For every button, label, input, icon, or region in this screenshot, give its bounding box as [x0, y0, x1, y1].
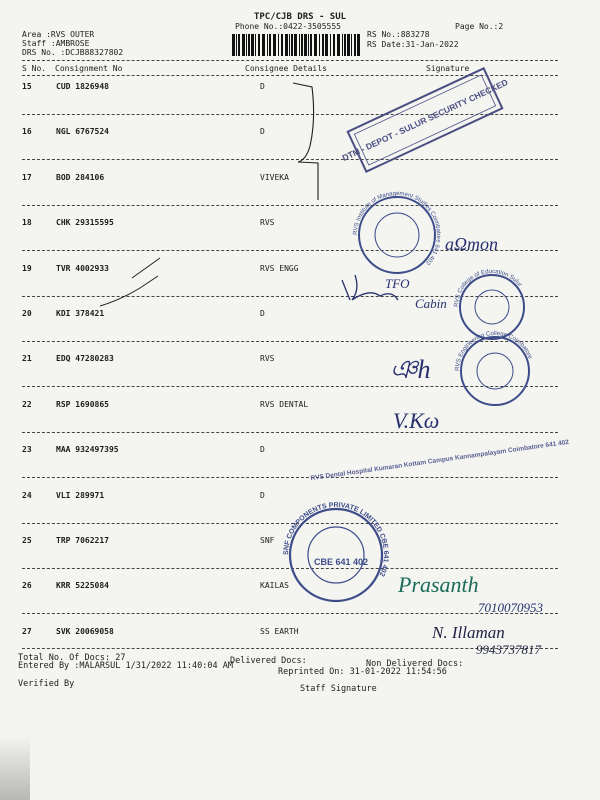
entered-by: Entered By :MALARSUL 1/31/2022 11:40:04 AM	[18, 661, 233, 671]
row-sno: 20	[22, 309, 32, 318]
barcode-bar	[273, 34, 276, 56]
divider	[22, 60, 558, 61]
table-row	[0, 581, 600, 593]
row-consignment-no: MAA 932497395	[56, 445, 119, 454]
row-consignee: RVS	[260, 354, 275, 363]
barcode-bar	[289, 34, 290, 56]
barcode-bar	[267, 34, 268, 56]
row-consignee: RVS DENTAL	[260, 400, 309, 409]
table-row	[0, 354, 600, 366]
barcode-bar	[281, 34, 283, 56]
barcode-bar	[248, 34, 250, 56]
staff-signature: Staff Signature	[300, 684, 377, 694]
barcode-bar	[325, 34, 328, 56]
row-sno: 27	[22, 627, 32, 636]
scan-shadow	[0, 735, 30, 800]
divider	[22, 432, 558, 433]
divider	[22, 568, 558, 569]
barcode-bar	[301, 34, 303, 56]
rvs-college-stamp	[454, 269, 524, 339]
barcode-bar	[294, 34, 297, 56]
col-consignment: Consignment No	[55, 64, 123, 73]
divider	[22, 159, 558, 160]
row-consignment-no: BOD 284106	[56, 173, 105, 182]
barcode-bar	[258, 34, 260, 56]
divider	[22, 75, 558, 76]
barcode-bar	[330, 34, 331, 56]
barcode-bar	[319, 34, 320, 56]
row-consignee: VIVEKA	[260, 173, 289, 182]
snf-stamp-center: CBE 641 402	[314, 557, 369, 567]
row-consignee: KAILAS	[260, 581, 289, 590]
divider	[22, 386, 558, 387]
barcode-bar	[262, 34, 265, 56]
handwritten-name: N. Illaman	[432, 623, 505, 642]
dtm-stamp	[333, 62, 516, 179]
barcode-bar	[285, 34, 288, 56]
row-sno: 17	[22, 173, 32, 182]
row-sno: 23	[22, 445, 32, 454]
divider	[22, 477, 558, 478]
rvs-management-stamp-text: RVS Institute of Management Studies Coimbatore 641 402	[352, 190, 442, 266]
col-consignee: Consignee Details	[245, 64, 327, 73]
rvs-dental-stamp-text: RVS Dental Hospital Kumaran Kottam Campus Kannampalayam Coimbatore 641 402	[310, 438, 570, 483]
row-consignment-no: CHK 29315595	[56, 218, 114, 227]
table-row	[0, 173, 600, 185]
divider	[22, 341, 558, 342]
divider	[22, 205, 558, 206]
total-docs: Total No. Of Docs: 27	[18, 653, 126, 663]
barcode-bar	[242, 34, 245, 56]
barcode-bar	[291, 34, 293, 56]
divider	[22, 296, 558, 297]
row-sno: 25	[22, 536, 32, 545]
row-consignee: D	[260, 309, 265, 318]
tick-mark	[100, 276, 158, 306]
row-consignee: RVS ENGG	[260, 264, 299, 273]
signature-scrawl: TFO	[385, 276, 410, 291]
divider	[22, 613, 558, 614]
barcode-bar	[357, 34, 360, 56]
barcode-bar	[255, 34, 256, 56]
row-consignee: D	[260, 445, 265, 454]
barcode-bar	[308, 34, 309, 56]
barcode-bar	[304, 34, 307, 56]
handwritten-phone: 9943737817	[476, 642, 541, 657]
row-consignment-no: KDI 378421	[56, 309, 105, 318]
table-row	[0, 264, 600, 276]
row-consignment-no: NGL 6767524	[56, 127, 109, 136]
staff: Staff :AMBROSE	[22, 39, 90, 48]
delivered-docs: Delivered Docs:	[230, 656, 307, 666]
table-row	[0, 82, 600, 94]
barcode-bar	[354, 34, 356, 56]
handwritten-name: Prasanth	[398, 572, 479, 597]
row-consignment-no: KRR 5225084	[56, 581, 109, 590]
snf-stamp-text: SNF COMPONENTS PRIVATE LIMITED CBE 641 402	[282, 501, 390, 578]
row-sno: 24	[22, 491, 32, 500]
barcode-bar	[310, 34, 312, 56]
barcode-bar	[236, 34, 237, 56]
col-sno: S No.	[22, 64, 47, 73]
row-sno: 16	[22, 127, 32, 136]
barcode-bar	[232, 34, 235, 56]
divider	[22, 523, 558, 524]
table-row	[0, 536, 600, 548]
barcode-bar	[333, 34, 335, 56]
table-row	[0, 309, 600, 321]
table-row	[0, 445, 600, 457]
table-row	[0, 627, 600, 639]
row-consignment-no: RSP 1690865	[56, 400, 109, 409]
divider	[22, 250, 558, 251]
rvs-management-stamp	[353, 191, 441, 273]
non-delivered-docs: Non Delivered Docs:	[366, 659, 464, 669]
row-sno: 15	[22, 82, 32, 91]
rvs-college-stamp-text: RVS College of Education Sulur	[453, 268, 523, 308]
row-sno: 18	[22, 218, 32, 227]
signature-scrawl: V.Kω	[393, 408, 440, 433]
barcode-bar	[246, 34, 247, 56]
barcode-bar	[344, 34, 346, 56]
table-row	[0, 491, 600, 503]
barcode-bar	[342, 34, 343, 56]
row-consignee: D	[260, 82, 265, 91]
dtm-stamp-text: DTM - DEPOT - SULUR SECURITY CHECKED	[340, 77, 510, 163]
row-consignee: D	[260, 491, 265, 500]
row-consignment-no: TVR 4002933	[56, 264, 109, 273]
area: Area :RVS OUTER	[22, 30, 95, 39]
phone-number: Phone No.:0422-3505555	[235, 22, 341, 31]
barcode-bar	[269, 34, 271, 56]
row-consignee: RVS	[260, 218, 275, 227]
reprinted-on: Reprinted On: 31-01-2022 11:54:56	[278, 667, 447, 677]
signature-scrawl: ঞh	[390, 355, 431, 384]
row-sno: 26	[22, 581, 32, 590]
barcode-bar	[238, 34, 240, 56]
signature-scrawl: aΩmon	[445, 234, 499, 254]
page-number: Page No.:2	[455, 22, 504, 31]
sheet-title: TPC/CJB DRS - SUL	[253, 12, 347, 22]
row-consignment-no: CUD 1826948	[56, 82, 109, 91]
col-signature: Signature	[426, 64, 470, 73]
drs-number: DRS No. :DCJB88327802	[22, 48, 124, 57]
rvs-engg-stamp	[455, 331, 533, 405]
row-sno: 22	[22, 400, 32, 409]
barcode-bar	[322, 34, 324, 56]
table-row	[0, 400, 600, 412]
signature-scrawl: Cabin	[415, 296, 447, 311]
row-consignment-no: SVK 20069058	[56, 627, 114, 636]
rs-date: RS Date:31-Jan-2022	[367, 40, 459, 49]
barcode-bar	[278, 34, 279, 56]
row-consignee: D	[260, 127, 265, 136]
barcode-bar	[337, 34, 340, 56]
barcode	[232, 34, 360, 56]
row-consignment-no: TRP 7062217	[56, 536, 109, 545]
row-sno: 21	[22, 354, 32, 363]
verified-by: Verified By	[18, 679, 75, 689]
row-consignment-no: VLI 289971	[56, 491, 105, 500]
divider	[22, 648, 558, 649]
table-row	[0, 218, 600, 230]
barcode-bar	[299, 34, 300, 56]
row-consignee: SS EARTH	[260, 627, 299, 636]
row-sno: 19	[22, 264, 32, 273]
table-row	[0, 127, 600, 139]
handwritten-phone: 7010070953	[478, 600, 543, 615]
barcode-bar	[347, 34, 350, 56]
barcode-bar	[351, 34, 352, 56]
row-consignee: SNF	[260, 536, 275, 545]
barcode-bar	[314, 34, 317, 56]
row-consignment-no: EDQ 47280283	[56, 354, 114, 363]
rvs-engg-stamp-text: RVS Engineering College Coimbatore	[454, 330, 533, 372]
rs-number: RS No.:883278	[367, 30, 430, 39]
divider	[22, 114, 558, 115]
barcode-bar	[251, 34, 254, 56]
